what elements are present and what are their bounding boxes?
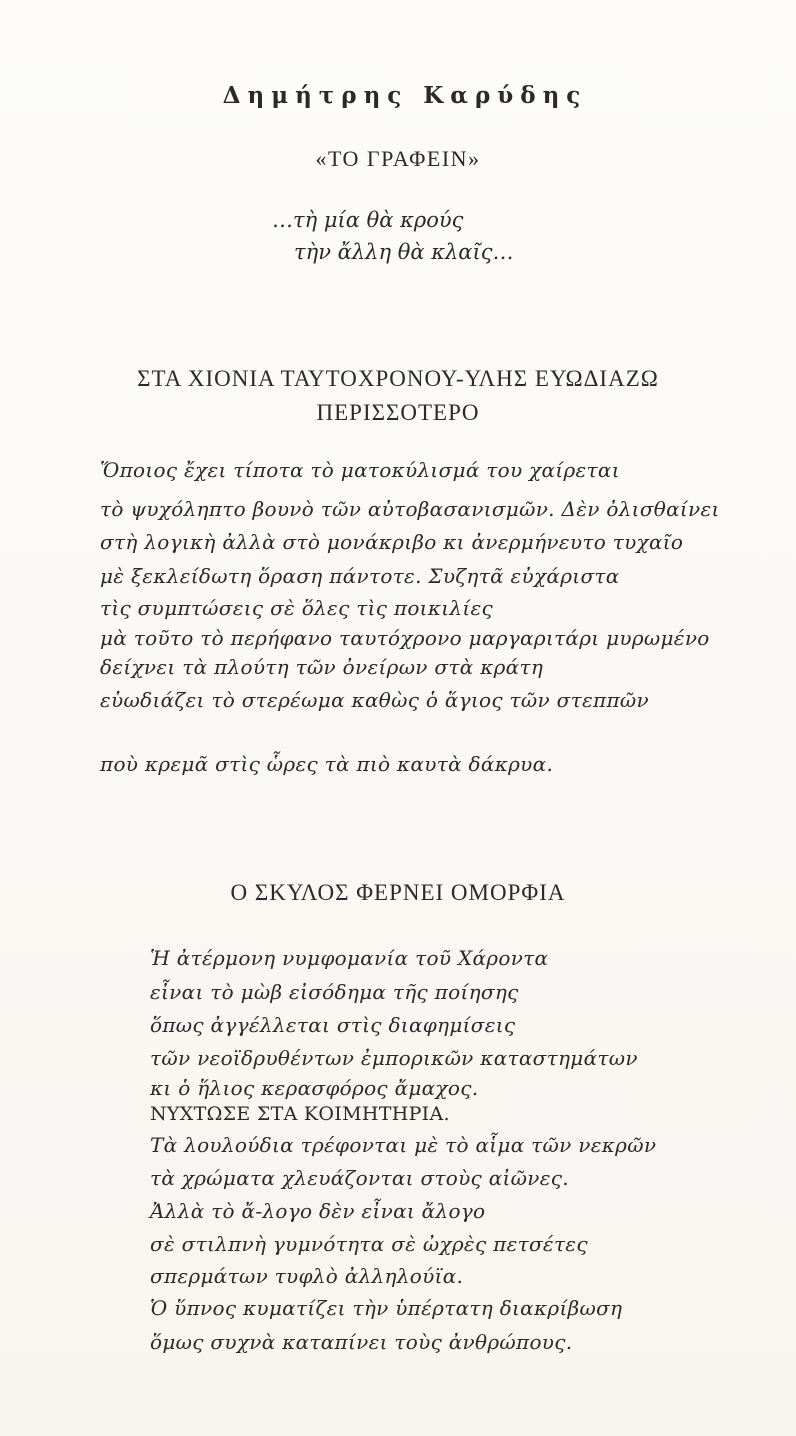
poem-line: μὰ τοῦτο τὸ περήφανο ταυτόχρονο μαργαριτάρι μυρωμένο [100, 626, 710, 650]
poem-line: τὶς συμπτώσεις σὲ ὅλες τὶς ποικιλίες [100, 596, 494, 620]
poem-line: τὸ ψυχόληπτο βουνὸ τῶν αὐτοβασανισμῶν. Δὲν ὀλισθαίνει [100, 497, 720, 521]
author-name: Δημήτρης Καρύδης [222, 82, 588, 109]
poem1-title: ΣΤΑ ΧΙΟΝΙΑ ΤΑΥΤΟΧΡΟΝΟΥ-ΥΛΗΣ ΕΥΩΔΙΑΖΩ [137, 366, 659, 391]
poem-line: σπερμάτων τυφλὸ ἀλληλούϊα. [150, 1264, 464, 1288]
poem-line: εἶναι τὸ μὼβ εἰσόδημα τῆς ποίησης [150, 980, 519, 1004]
poem-line: σὲ στιλπνὴ γυμνότητα σὲ ὠχρὲς πετσέτες [150, 1232, 588, 1256]
poem-line: εὐωδιάζει τὸ στερέωμα καθὼς ὁ ἅγιος τῶν στεππῶν [100, 688, 649, 712]
poem-line: Ὁ ὕπνος κυματίζει τὴν ὑπέρτατη διακρίβωση [150, 1296, 623, 1320]
poem1-title: ΠΕΡΙΣΣΟΤΕΡΟ [316, 400, 480, 425]
book-title: «ΤΟ ΓΡΑΦΕΙΝ» [315, 146, 481, 171]
poem-line: ποὺ κρεμᾶ στὶς ὧρες τὰ πιὸ καυτὰ δάκρυα. [100, 752, 554, 776]
poem-line: ὅπως ἀγγέλλεται στὶς διαφημίσεις [150, 1013, 516, 1037]
epigraph-line: τὴν ἄλλη θὰ κλαῖς… [294, 240, 514, 264]
poem-line: Τὰ λουλούδια τρέφονται μὲ τὸ αἷμα τῶν νεκρῶν [150, 1133, 657, 1157]
poem-line: τὰ χρώματα χλευάζονται στοὺς αἰῶνες. [150, 1166, 569, 1190]
poem2-title: Ο ΣΚΥΛΟΣ ΦΕΡΝΕΙ ΟΜΟΡΦΙΑ [230, 880, 566, 905]
poem-line: Ἀλλὰ τὸ ἄ-λογο δὲν εἶναι ἄλογο [150, 1199, 486, 1223]
poem-line: ὅμως συχνὰ καταπίνει τοὺς ἀνθρώπους. [150, 1330, 573, 1354]
poem-line: Ἡ ἀτέρμονη νυμφομανία τοῦ Χάροντα [150, 946, 549, 970]
poem-line: Ὅποιος ἔχει τίποτα τὸ ματοκύλισμά του χαίρεται [100, 458, 620, 482]
poem-line: κι ὁ ἥλιος κερασφόρος ἄμαχος. [150, 1076, 479, 1100]
poem-line: δείχνει τὰ πλούτη τῶν ὀνείρων στὰ κράτη [100, 655, 544, 679]
poem-line: ΝΥΧΤΩΣΕ ΣΤΑ ΚΟΙΜΗΤΗΡΙΑ. [150, 1103, 450, 1125]
poem-line: στὴ λογικὴ ἀλλὰ στὸ μονάκριβο κι ἀνερμήνευτο τυχαῖο [100, 530, 684, 554]
poem-line: τῶν νεοϊδρυθέντων ἐμπορικῶν καταστημάτων [150, 1046, 638, 1070]
epigraph-line: …τὴ μία θὰ κρούς [272, 208, 464, 232]
poem-line: μὲ ξεκλείδωτη ὅραση πάντοτε. Συζητᾶ εὐχάριστα [100, 564, 620, 588]
